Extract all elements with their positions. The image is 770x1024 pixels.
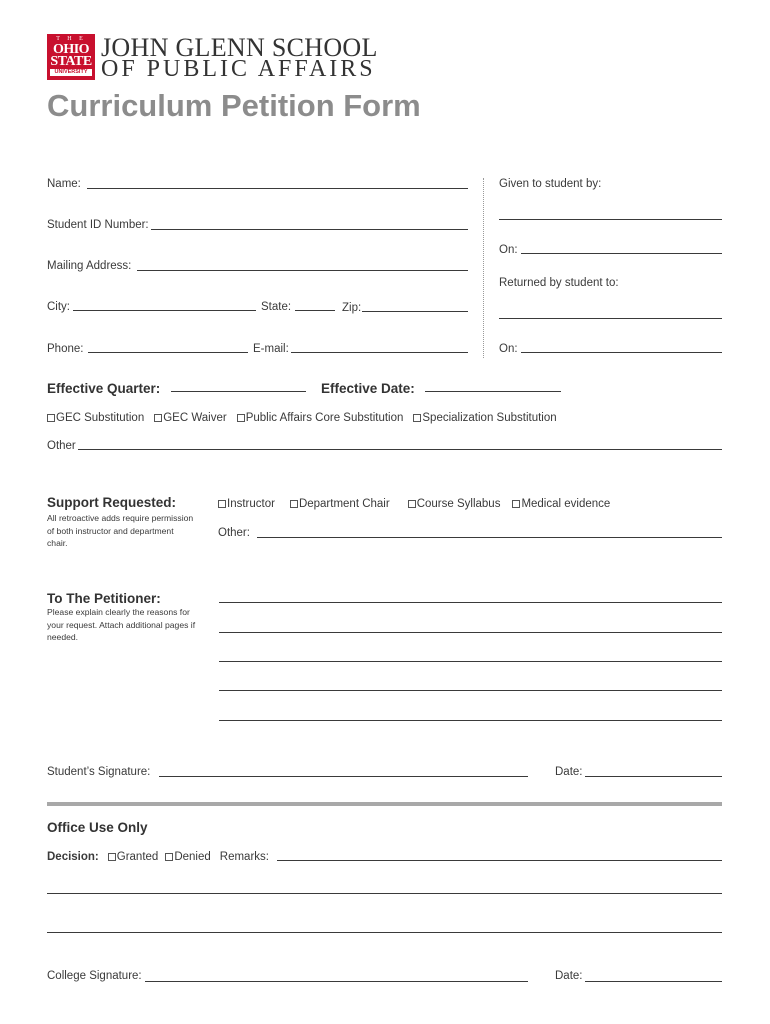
explanation-line[interactable] — [219, 632, 722, 633]
zip-label: Zip: — [342, 302, 362, 314]
petition-type-options — [47, 412, 557, 424]
on-field-2[interactable] — [521, 352, 722, 353]
college-signature-label: College Signature: — [47, 970, 142, 982]
explanation-line[interactable] — [219, 602, 722, 603]
student-signature-field[interactable] — [159, 776, 528, 777]
checkbox-icon[interactable] — [218, 500, 226, 508]
explanation-line[interactable] — [219, 661, 722, 662]
checkbox-icon[interactable] — [408, 500, 416, 508]
option-label: Specialization Substitution — [422, 412, 557, 424]
option-label: Denied — [174, 851, 211, 863]
student-signature-label: Student’s Signature: — [47, 766, 151, 778]
checkbox-icon[interactable] — [108, 853, 116, 861]
effective-quarter-field[interactable] — [171, 391, 306, 392]
given-to-student-label: Given to student by: — [499, 178, 602, 190]
college-date-field[interactable] — [585, 981, 722, 982]
page-title: Curriculum Petition Form — [47, 88, 421, 123]
email-field[interactable] — [291, 352, 468, 353]
core-substitution-option[interactable] — [237, 412, 404, 424]
given-to-student-field[interactable] — [499, 219, 722, 220]
osu-logo — [47, 34, 95, 80]
petitioner-heading: To The Petitioner: — [47, 591, 161, 606]
school-name-line2: OF PUBLIC AFFAIRS — [101, 56, 376, 82]
option-label: Public Affairs Core Substitution — [245, 412, 404, 424]
effective-date-field[interactable] — [425, 391, 561, 392]
returned-by-student-label: Returned by student to: — [499, 277, 619, 289]
name-field[interactable] — [87, 188, 468, 189]
option-label: GEC Substitution — [56, 412, 145, 424]
support-requested-heading: Support Requested: — [47, 495, 177, 510]
student-id-label: Student ID Number: — [47, 219, 149, 231]
option-label: Medical evidence — [521, 498, 611, 510]
logo-university: UNIVERSITY — [50, 69, 92, 76]
instructor-option[interactable] — [218, 498, 275, 510]
remarks-field[interactable] — [277, 860, 722, 861]
logo-state: STATE — [50, 54, 92, 69]
support-note: All retroactive adds require permission of both instructor and department chair. — [47, 513, 194, 548]
explanation-line[interactable] — [219, 690, 722, 691]
phone-label: Phone: — [47, 343, 84, 355]
returned-by-student-field[interactable] — [499, 318, 722, 319]
student-date-label: Date: — [555, 766, 583, 778]
zip-field[interactable] — [362, 311, 468, 312]
specialization-substitution-option[interactable] — [413, 412, 556, 424]
state-field[interactable] — [295, 310, 335, 311]
checkbox-icon[interactable] — [47, 414, 55, 422]
option-label: GEC Waiver — [163, 412, 227, 424]
decision-label: Decision: — [47, 851, 99, 863]
course-syllabus-option[interactable] — [408, 498, 501, 510]
denied-option[interactable] — [165, 851, 210, 863]
gec-substitution-option[interactable] — [47, 412, 144, 424]
option-label: Course Syllabus — [416, 498, 501, 510]
mailing-address-label: Mailing Address: — [47, 260, 132, 272]
office-use-heading: Office Use Only — [47, 820, 148, 835]
checkbox-icon[interactable] — [165, 853, 173, 861]
logo-ohio: OHIO — [52, 42, 90, 57]
on-label-1: On: — [499, 244, 518, 256]
effective-quarter-label: Effective Quarter: — [47, 381, 161, 396]
checkbox-icon[interactable] — [154, 414, 162, 422]
mailing-address-field[interactable] — [137, 270, 468, 271]
column-divider — [483, 178, 484, 358]
option-label: Department Chair — [298, 498, 390, 510]
checkbox-icon[interactable] — [413, 414, 421, 422]
phone-field[interactable] — [88, 352, 248, 353]
section-divider — [47, 802, 722, 806]
name-label: Name: — [47, 178, 81, 190]
granted-option[interactable] — [108, 851, 159, 863]
checkbox-icon[interactable] — [512, 500, 520, 508]
option-label: Instructor — [227, 498, 275, 510]
on-label-2: On: — [499, 343, 518, 355]
state-label: State: — [261, 301, 292, 313]
city-label: City: — [47, 301, 70, 313]
college-signature-field[interactable] — [145, 981, 528, 982]
student-date-field[interactable] — [585, 776, 722, 777]
school-name-line1: JOHN GLENN SCHOOL — [101, 33, 378, 62]
checkbox-icon[interactable] — [290, 500, 298, 508]
gec-waiver-option[interactable] — [154, 412, 226, 424]
checkbox-icon[interactable] — [237, 414, 245, 422]
remarks-line[interactable] — [47, 893, 722, 894]
option-label: Granted — [116, 851, 159, 863]
remarks-label: Remarks: — [219, 851, 269, 863]
student-id-field[interactable] — [151, 229, 468, 230]
logo-the: T H E — [56, 36, 86, 42]
support-options — [218, 498, 610, 510]
other-petition-field[interactable] — [78, 449, 722, 450]
email-label: E-mail: — [253, 343, 289, 355]
other-petition-label: Other — [47, 440, 76, 452]
medical-evidence-option[interactable] — [512, 498, 610, 510]
department-chair-option[interactable] — [290, 498, 390, 510]
support-other-label: Other: — [218, 527, 250, 539]
city-field[interactable] — [73, 310, 256, 311]
college-date-label: Date: — [555, 970, 583, 982]
decision-row — [47, 851, 269, 863]
support-other-field[interactable] — [257, 537, 722, 538]
remarks-line[interactable] — [47, 932, 722, 933]
on-field-1[interactable] — [521, 253, 722, 254]
effective-date-label: Effective Date: — [321, 381, 415, 396]
petitioner-note: Please explain clearly the reasons for your request. Attach additional pages if needed. — [47, 607, 196, 642]
explanation-line[interactable] — [219, 720, 722, 721]
